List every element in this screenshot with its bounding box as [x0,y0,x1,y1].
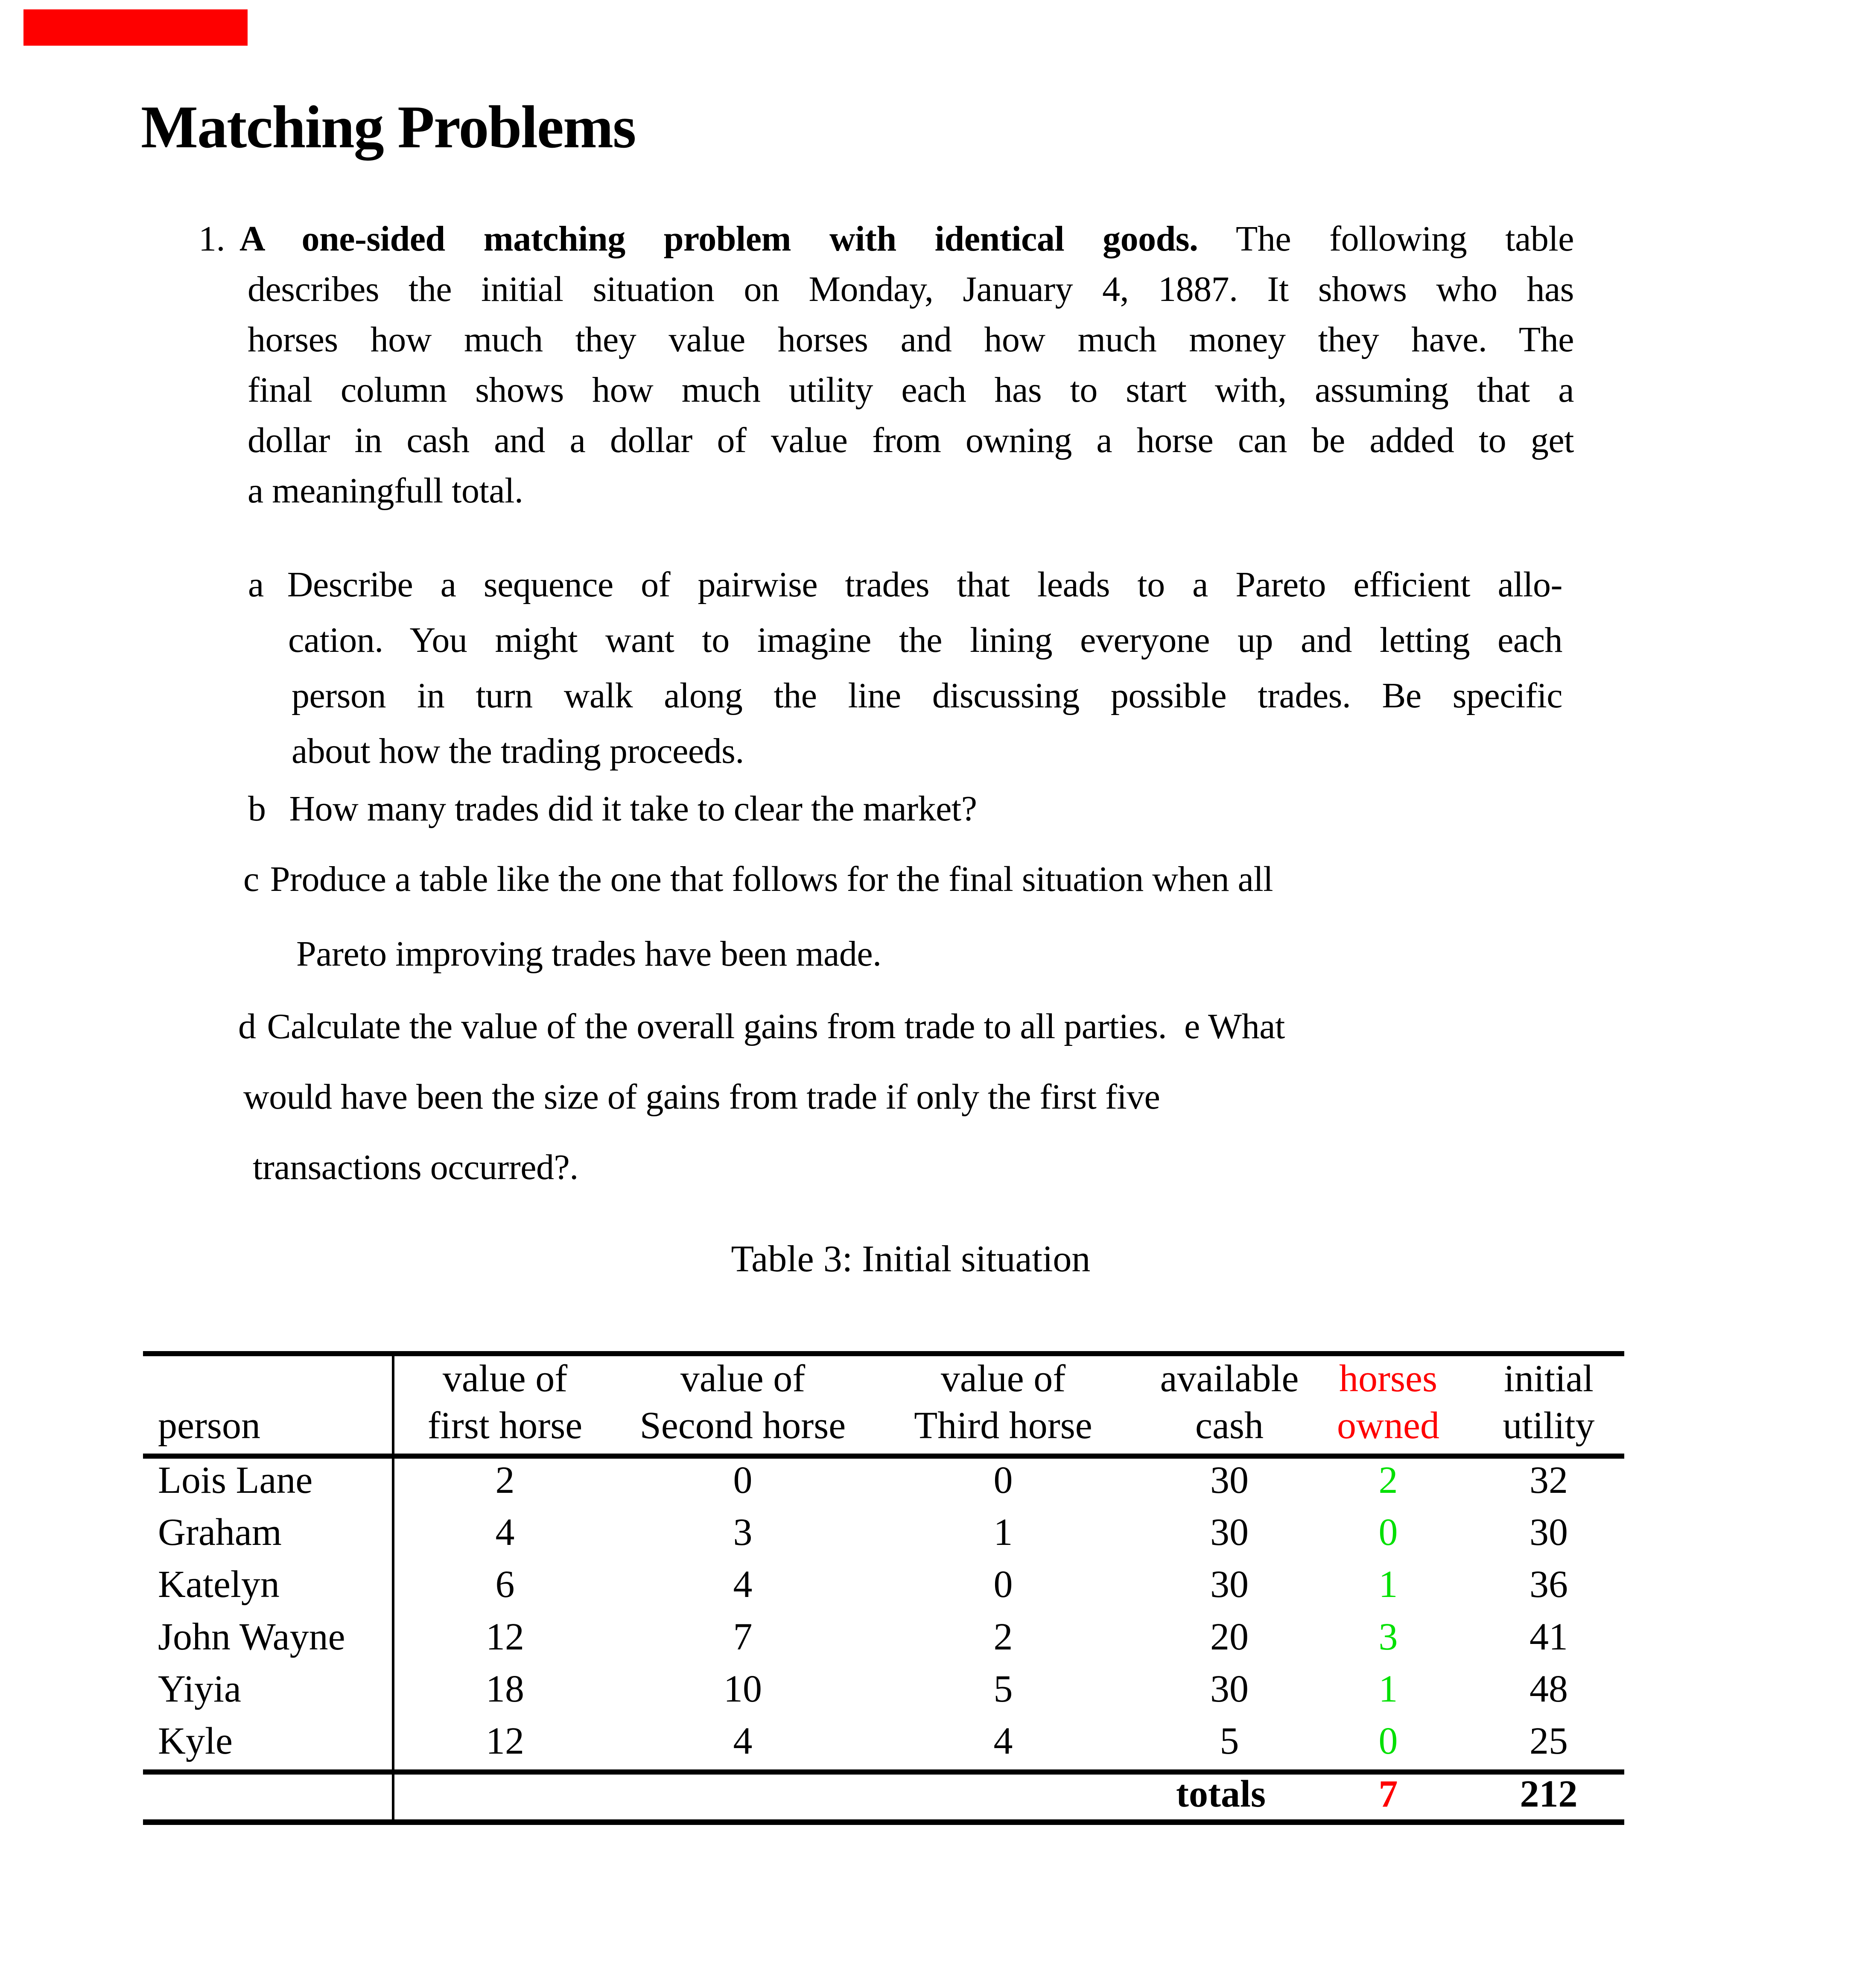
header-third-horse: Third horse [914,1404,1092,1447]
table-row-person: Katelyn [158,1563,280,1606]
problem-1-line-5: dollar in cash and a dollar of value from owning a horse can be added to get [248,420,1574,460]
item-d-line-2: would have been the size of gains from trade if only the first five [243,1077,1160,1117]
table-row-person: John Wayne [158,1616,345,1658]
table-cell: 0 [993,1459,1013,1501]
item-a-line-2: cation. You might want to imagine the lining everyone up and letting each [288,620,1562,660]
problem-1-line-1 [198,218,1574,260]
item-c-line-2: Pareto improving trades have been made. [296,934,881,974]
table-cell: 12 [486,1616,524,1658]
problem-bold-lead: A one-sided matching problem with identical goods. [239,219,1198,259]
table-cell: 7 [733,1616,753,1658]
table-cell: 30 [1210,1668,1249,1710]
header-initial: initial [1504,1357,1594,1400]
totals-label: totals [1176,1773,1266,1815]
table-cell: 1 [993,1511,1013,1553]
header-available: available [1160,1357,1299,1400]
table-cell: 5 [1220,1720,1239,1762]
table-cell: 5 [993,1668,1013,1710]
table-cell: 32 [1529,1459,1568,1501]
item-d-line-1 [238,1005,1285,1048]
table-cell: 48 [1529,1668,1568,1710]
header-value-of-3: value of [940,1357,1066,1400]
table-cell: 0 [993,1563,1013,1606]
item-b-text: How many trades did it take to clear the market? [289,789,977,829]
table-bottom-rule [143,1819,1624,1825]
header-cash: cash [1195,1404,1264,1447]
table-cell: 41 [1529,1616,1568,1658]
header-person: person [158,1404,260,1447]
table-cell-owned: 0 [1378,1720,1398,1762]
header-first-horse: first horse [427,1404,583,1447]
problem-1-line-3: horses how much they value horses and how much money they have. The [248,320,1574,359]
item-c-text: Produce a table like the one that follows for the final situation when all [270,859,1273,899]
totals-utility: 212 [1520,1773,1578,1815]
item-b-line-1 [248,788,977,830]
table-cell-owned: 1 [1378,1563,1398,1606]
table-row-person: Lois Lane [158,1459,313,1501]
table-cell: 36 [1529,1563,1568,1606]
table-cell: 30 [1529,1511,1568,1553]
table-cell-owned: 1 [1378,1668,1398,1710]
table-cell: 4 [733,1720,753,1762]
item-d-marker: d [238,1007,256,1046]
totals-owned: 7 [1378,1773,1398,1815]
item-d-text: Calculate the value of the overall gains from trade to all parties. e What [267,1007,1285,1046]
table-cell-owned: 2 [1378,1459,1398,1501]
header-second-horse: Second horse [639,1404,846,1447]
table-cell-owned: 3 [1378,1616,1398,1658]
item-a-line-4: about how the trading proceeds. [292,731,744,771]
table-cell: 4 [993,1720,1013,1762]
table-cell: 30 [1210,1511,1249,1553]
item-c-line-1 [243,858,1273,901]
item-a-line-3: person in turn walk along the line discussing possible trades. Be specific [292,676,1562,715]
header-value-of-2: value of [680,1357,806,1400]
item-a-marker: a [248,565,264,604]
item-d-line-3: transactions occurred?. [253,1147,578,1187]
table-cell: 4 [495,1511,515,1553]
item-b-marker: b [248,789,266,829]
item-c-marker: c [243,859,259,899]
table-cell: 4 [733,1563,753,1606]
table-cell: 2 [495,1459,515,1501]
header-utility: utility [1503,1404,1595,1447]
table-cell: 20 [1210,1616,1249,1658]
table-cell: 30 [1210,1563,1249,1606]
table-cell: 0 [733,1459,753,1501]
table-cell: 10 [724,1668,762,1710]
header-owned: owned [1337,1404,1439,1447]
problem-number: 1. [198,219,225,259]
table-cell-owned: 0 [1378,1511,1398,1553]
problem-1-line-2: describes the initial situation on Monday, January 4, 1887. It shows who has [248,269,1574,309]
table-cell: 12 [486,1720,524,1762]
problem-1-line-6: a meaningfull total. [248,471,523,511]
table-cell: 18 [486,1668,524,1710]
table-cell: 3 [733,1511,753,1553]
red-marker-bar [23,9,248,46]
page-title: Matching Problems [141,93,636,161]
problem-line-text: The following table [1236,219,1574,259]
table-row-person: Yiyia [158,1668,241,1710]
header-value-of-1: value of [442,1357,568,1400]
item-a-text: Describe a sequence of pairwise trades that leads to a Pareto efficient allo- [287,565,1562,604]
table-cell: 30 [1210,1459,1249,1501]
item-a-line-1 [248,563,1562,606]
table-caption: Table 3: Initial situation [731,1238,1091,1280]
header-horses: horses [1339,1357,1437,1400]
table-cell: 6 [495,1563,515,1606]
table-cell: 2 [993,1616,1013,1658]
table-row-person: Graham [158,1511,282,1553]
problem-1-line-4: final column shows how much utility each has to start with, assuming that a [248,370,1574,410]
table-cell: 25 [1529,1720,1568,1762]
table-row-person: Kyle [158,1720,233,1762]
